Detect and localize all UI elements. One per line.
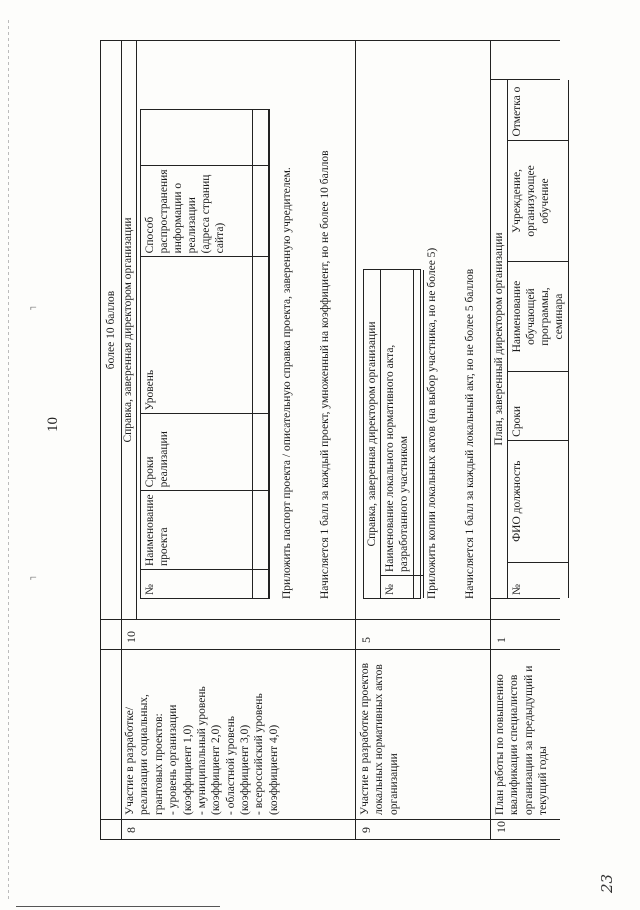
scan-mark: ⌐ <box>30 570 37 584</box>
col-fio: ФИО должность <box>508 440 569 562</box>
page-number: 10 <box>45 417 61 432</box>
col-period: Сроки <box>508 371 569 440</box>
max-score: 10 <box>120 620 355 650</box>
table-row <box>120 40 356 840</box>
scoring-note: Начисляется 1 балл за каждый локальный акт, но не более 5 баллов <box>464 268 476 599</box>
col-no: № <box>141 570 253 599</box>
documents-cell <box>120 40 355 620</box>
row-number: 8 <box>120 820 355 840</box>
projects-table <box>140 109 270 599</box>
attach-note: Приложить копии локальных актов (на выбор участника, но не более 5) <box>426 247 438 599</box>
col-project-name: Наименование проекта <box>141 491 253 570</box>
score-note: более 10 баллов <box>101 40 121 620</box>
attach-note: Приложить паспорт проекта / описательную справка проекта, заверенную учредителем. <box>281 167 293 599</box>
col-program: Наименование обучающей программы, семинара <box>508 262 569 371</box>
col-no: № <box>381 576 414 599</box>
max-score: 1 <box>490 620 560 650</box>
max-score: 5 <box>355 620 490 650</box>
doc-title: Справка, заверенная директором организации <box>364 270 381 598</box>
scoring-note: Начисляется 1 балл за каждый проект, умноженный на коэффициент, но не более 10 баллов <box>319 150 331 599</box>
documents-cell <box>490 40 566 620</box>
scan-mark: ⌐ <box>30 300 37 314</box>
footer-rule <box>16 906 220 907</box>
row-number: 9 <box>355 820 490 840</box>
criterion-text: Участие в разработке проектов локальных нормативных актов организации <box>355 650 490 820</box>
handwritten-page-number: 23 <box>598 873 616 893</box>
col-level: Уровень <box>141 257 253 414</box>
col-act-name: Наименование локального нормативного акта, разработанного участником <box>381 270 414 576</box>
criterion-text: Участие в разработке/реализации социальных, грантовых проектов: - уровень организации (коэффициент 1,0) - муниципальный уровень (коэффициент 2,0) - областной уровень (коэффициент 3,0) - всероссийский уровень (коэффициент 4,0) <box>120 650 355 820</box>
training-table <box>490 79 566 599</box>
col-mark: Отметка о <box>508 80 569 140</box>
rotated-table <box>100 40 566 840</box>
doc-title: Справка, заверенная директором организации <box>120 41 137 619</box>
col-no: № <box>508 562 569 598</box>
table-row <box>355 40 491 840</box>
col-period: Сроки реализации <box>141 414 253 491</box>
table-row <box>490 40 566 840</box>
criterion-text: План работы по повышению квалификации специалистов организации за предыдущий и текущий годы <box>490 650 560 820</box>
acts-table <box>363 269 421 599</box>
scan-edge <box>8 20 9 900</box>
row-number: 10 <box>490 820 560 840</box>
documents-cell <box>355 40 490 620</box>
col-dissemination: Способ распространения информации о реализации (адреса страниц сайта) <box>141 166 253 257</box>
doc-title: План, заверенный директором организации <box>491 80 508 598</box>
header-row <box>100 40 122 840</box>
col-institution: Учреждение, организующее обучение <box>508 140 569 262</box>
